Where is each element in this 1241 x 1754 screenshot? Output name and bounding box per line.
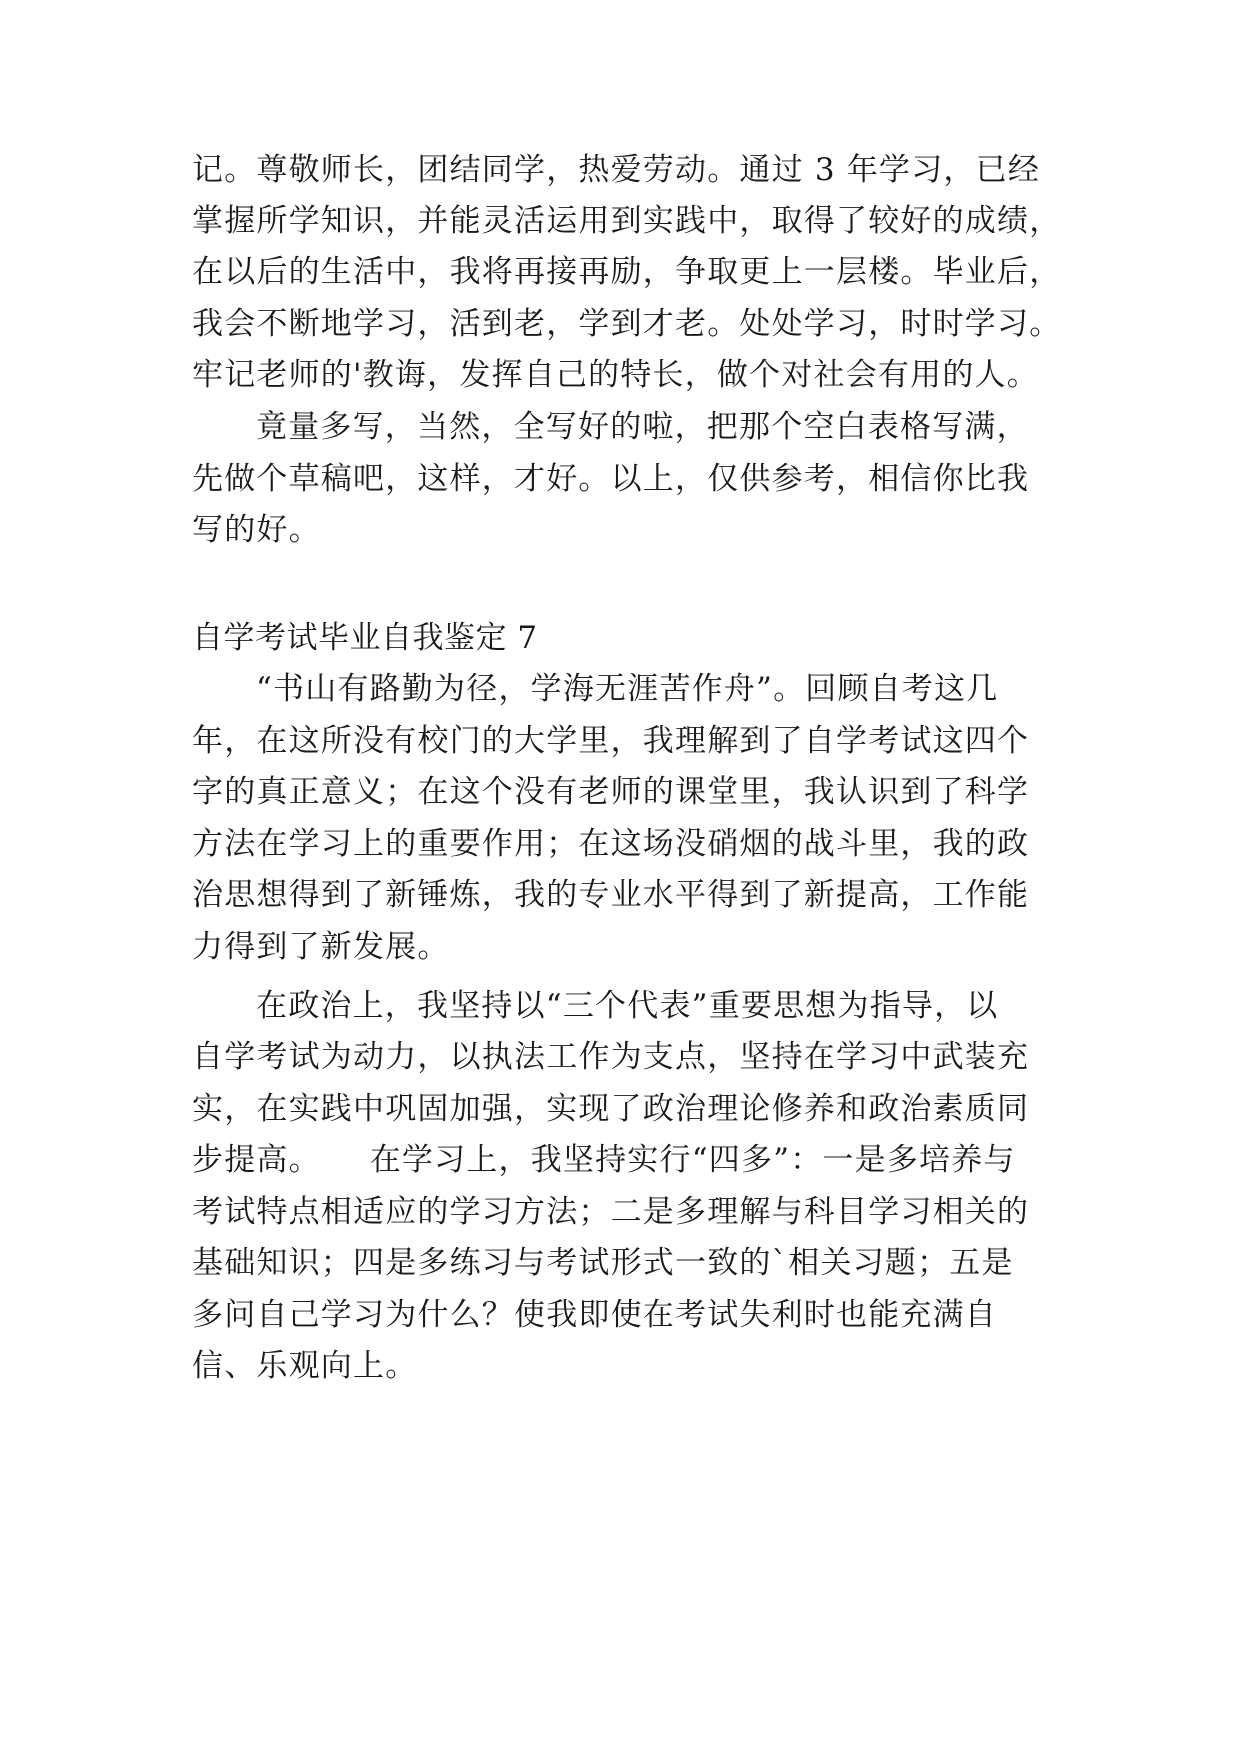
- paragraph-line: 记。尊敬师长，团结同学，热爱劳动。通过 3 年学习，已经: [192, 152, 1041, 188]
- paragraph-line: 先做个草稿吧，这样，才好。以上，仅供参考，相信你比我: [192, 461, 1030, 497]
- paragraph-line: 自学考试为动力，以执法工作为支点，坚持在学习中武装充: [192, 1039, 1030, 1075]
- paragraph-line: 掌握所学知识，并能灵活运用到实践中，取得了较好的成绩，: [192, 203, 1062, 239]
- paragraph-line: 我会不断地学习，活到老，学到才老。处处学习，时时学习。: [192, 306, 1062, 342]
- paragraph-line: 字的真正意义；在这个没有老师的课堂里，我认识到了科学: [192, 774, 1030, 810]
- paragraph-line: 方法在学习上的重要作用；在这场没硝烟的战斗里，我的政: [192, 826, 1030, 862]
- paragraph-line: 信、乐观向上。: [192, 1348, 418, 1384]
- paragraph-line: 年，在这所没有校门的大学里，我理解到了自学考试这四个: [192, 723, 1030, 759]
- paragraph-line: 多问自己学习为什么？使我即使在考试失利时也能充满自: [192, 1297, 997, 1333]
- paragraph-line: 力得到了新发展。: [192, 929, 450, 965]
- paragraph-line: 在以后的生活中，我将再接再励，争取更上一层楼。毕业后，: [192, 254, 1062, 290]
- paragraph-line: “书山有路勤为径，学海无涯苦作舟”。回顾自考这几: [256, 671, 999, 707]
- section-title: 自学考试毕业自我鉴定 7: [192, 620, 538, 656]
- paragraph-line: 实，在实践中巩固加强，实现了政治理论修养和政治素质同: [192, 1091, 1030, 1127]
- paragraph-line: 牢记老师的'教诲，发挥自己的特长，做个对社会有用的人。: [192, 357, 1039, 393]
- paragraph-line: 步提高。 在学习上，我坚持实行“四多”：一是多培养与: [192, 1142, 1016, 1178]
- paragraph-line: 写的好。: [192, 512, 321, 548]
- paragraph-line: 治思想得到了新锤炼，我的专业水平得到了新提高，工作能: [192, 877, 1030, 913]
- paragraph-line: 竟量多写，当然，全写好的啦，把那个空白表格写满，: [256, 409, 1029, 445]
- paragraph-line: 考试特点相适应的学习方法；二是多理解与科目学习相关的: [192, 1194, 1030, 1230]
- paragraph-line: 基础知识；四是多练习与考试形式一致的`相关习题；五是: [192, 1245, 1014, 1281]
- paragraph-line: 在政治上，我坚持以“三个代表”重要思想为指导，以: [256, 988, 999, 1024]
